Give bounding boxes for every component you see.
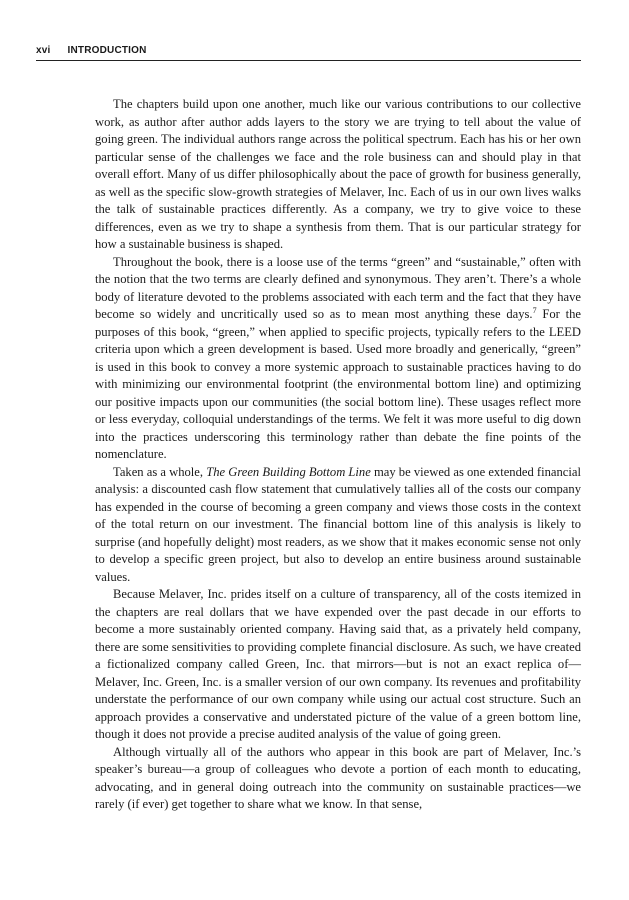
book-title: The Green Building Bottom Line (206, 464, 371, 479)
paragraph-text: may be viewed as one extended financial analysis: a discounted cash flow statement that cumulatively tallies all of the costs our company has expended in the course of becoming a green company and views those costs in the context of the total return on our investment. The financial bottom line of this analysis is likely to surprise (and hopefully delight) most readers, as we show that it makes economic sense not only to develop a specific green project, but also to develop an entire business around sustainable values. (95, 464, 581, 584)
page-number: xvi (36, 45, 51, 56)
paragraph-1 (95, 96, 581, 254)
paragraph-text: Taken as a whole, (113, 464, 207, 479)
section-title: INTRODUCTION (67, 45, 147, 56)
footnote-marker: 7 (532, 305, 537, 315)
paragraph-3 (95, 464, 581, 587)
paragraph-text: Although virtually all of the authors who appear in this book are part of Melaver, Inc.’s speaker’s bureau—a group of colleagues who devote a portion of each month to educating, advocating, and in general doing outreach into the community on sustainable practices—we rarely (if ever) get together to share what we know. In that sense, (95, 744, 581, 811)
body-text (95, 96, 581, 814)
paragraph-text: For the purposes of this book, “green,” when applied to specific projects, typically refers to the LEED criteria upon which a green development is based. Used more broadly and generically, “green” is used in this book to convey a more systemic approach to sustainable practices having to do with minimizing our environmental footprint (the environmental bottom line) and optimizing our positive impacts upon our communities (the social bottom line). These usages reflect more or less everyday, colloquial understandings of the terms. We felt it was more useful to dig down into the practices underscoring this terminology rather than debate the fine points of the nomenclature. (95, 307, 581, 461)
paragraph-text: Throughout the book, there is a loose use of the terms “green” and “sustainable,” often with the notion that the two terms are clearly defined and synonymous. They aren’t. There’s a whole body of literature devoted to the problems associated with each term and the fact that they have become so widely and uncritically used so as to mean most anything these days. (95, 254, 581, 321)
paragraph-4 (95, 586, 581, 744)
running-head (36, 44, 581, 61)
paragraph-text: Because Melaver, Inc. prides itself on a culture of transparency, all of the costs itemized in the chapters are real dollars that we have expended over the past decade in our efforts to become a more sustainably oriented company. Having said that, as a privately held company, there are some sensitivities to providing complete financial disclosure. As such, we have created a fictionalized company called Green, Inc. that mirrors—but is not an exact replica of—Melaver, Inc. Green, Inc. is a smaller version of our own company. Its revenues and profitability understate the performance of our own company while using our actual cost structure. Such an approach provides a conservative and understated picture of the value of a green bottom line, though it does not provide a precise audited analysis of the value of going green. (95, 587, 581, 741)
paragraph-5 (95, 744, 581, 814)
paragraph-text: The chapters build upon one another, much like our various contributions to our collective work, as author after author adds layers to the story we are trying to tell about the value of going green. The individual authors range across the political spectrum. Each has his or her own particular sense of the challenges we face and the role business can and should play in that overall effort. Many of us differ philosophically about the pace of growth for business generally, as well as the specific slow-growth strategies of Melaver, Inc. Each of us in our own lives walks the talk of sustainable practices differently. As a company, we try to give voice to these differences, even as we try to shape a synthesis from them. That is our particular strategy for how a sustainable business is shaped. (95, 97, 581, 251)
paragraph-2 (95, 254, 581, 464)
